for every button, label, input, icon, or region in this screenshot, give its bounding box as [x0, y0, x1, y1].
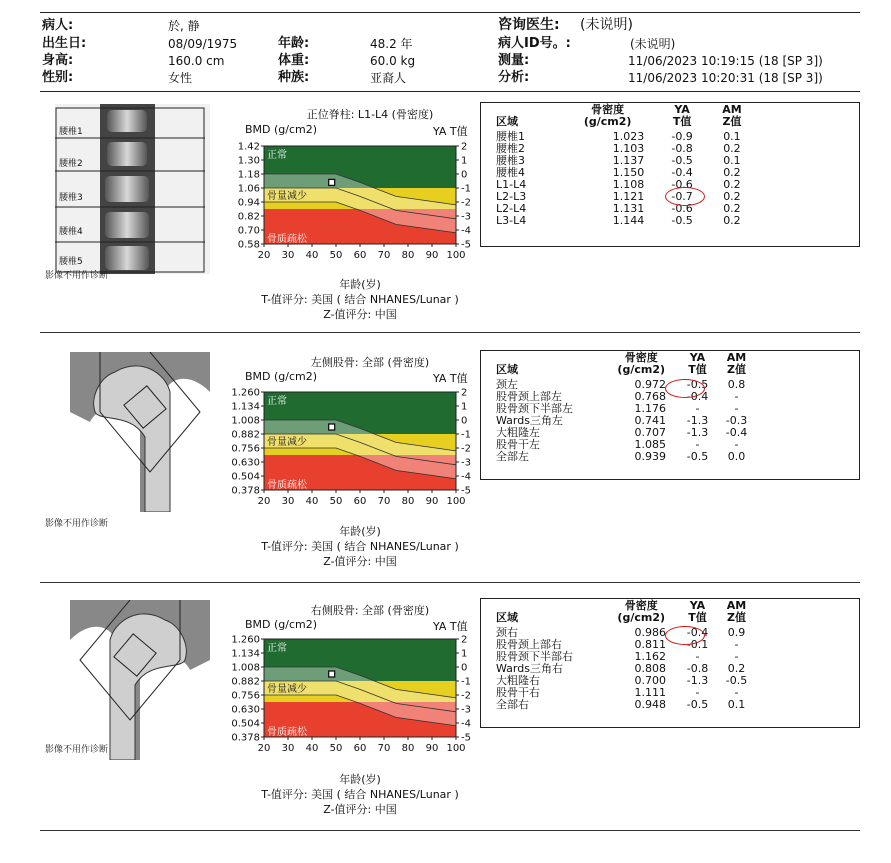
- table-cell: 颈左: [496, 378, 518, 391]
- table-cell: -0.3: [725, 414, 748, 427]
- table-cell: -0.8: [686, 662, 709, 675]
- column-header: 区域: [496, 115, 518, 128]
- patient-data-point: [329, 424, 335, 430]
- table-cell: 1.162: [634, 650, 666, 663]
- table-cell: -0.1: [686, 638, 709, 651]
- table-cell: 腰椎2: [496, 142, 525, 155]
- measured-label: 测量:: [498, 53, 530, 68]
- table-header-row: [492, 104, 756, 131]
- table-cell: 1.131: [612, 202, 645, 215]
- table-cell: -1.3: [686, 414, 709, 427]
- spine-scan-image: [55, 104, 210, 274]
- chart-title: 右侧股骨: 全部 (骨密度): [310, 604, 430, 617]
- x-tick-label: 60: [353, 250, 367, 261]
- table-cell: 腰椎4: [496, 166, 525, 179]
- results-table: [492, 104, 756, 227]
- y-tick-label: 0.504: [231, 718, 260, 730]
- zone-label-osteopenia: 骨量减少: [267, 684, 307, 695]
- z-score-reference: Z-值评分: 中国: [323, 555, 397, 568]
- y-tick-label: 0.504: [231, 471, 260, 483]
- measured-value: 11/06/2023 10:19:15 (18 [SP 3]): [628, 54, 823, 68]
- column-header: AM Z值: [722, 103, 742, 128]
- x-tick-label: 20: [257, 743, 271, 754]
- bmd-chart: [222, 386, 472, 516]
- z-score-reference: Z-值评分: 中国: [323, 803, 397, 816]
- bmd-axis-label: BMD (g/cm2): [245, 618, 318, 631]
- table-cell: -0.4: [686, 390, 709, 403]
- x-axis-label: 年龄(岁): [339, 773, 381, 786]
- y-tick-label: 1.30: [237, 155, 260, 167]
- highlight-circle: [665, 379, 705, 398]
- table-cell: 0.2: [723, 142, 741, 155]
- table-cell: 1.121: [612, 190, 645, 203]
- table-cell: -0.5: [671, 214, 693, 227]
- vertebra-label: 腰椎5: [59, 257, 83, 267]
- table-cell: -: [695, 650, 700, 663]
- table-cell: -: [695, 402, 700, 415]
- x-tick-label: 30: [281, 496, 295, 507]
- section-divider: [40, 582, 860, 583]
- t-tick-label: 2: [461, 387, 468, 399]
- table-cell: 股骨颈下半部左: [496, 402, 573, 415]
- x-tick-label: 50: [329, 250, 343, 261]
- y-tick-label: 0.882: [231, 676, 260, 688]
- t-tick-label: -5: [461, 732, 471, 744]
- table-cell: -0.5: [686, 698, 709, 711]
- table-cell: -0.5: [725, 674, 748, 687]
- t-tick-label: -4: [461, 225, 471, 237]
- x-tick-label: 80: [401, 743, 415, 754]
- patient-age: 48.2 年: [370, 37, 413, 51]
- zone-label-osteopenia: 骨量减少: [267, 191, 307, 202]
- t-axis-label: YA T值: [433, 372, 468, 385]
- column-header: YA T值: [672, 103, 692, 128]
- femur-scan-graphic: [70, 352, 210, 512]
- table-cell: L3-L4: [496, 214, 527, 227]
- t-tick-label: 1: [461, 401, 468, 413]
- t-tick-label: -1: [461, 676, 471, 688]
- age-label: 年龄:: [278, 36, 310, 51]
- t-tick-label: -1: [461, 183, 471, 195]
- table-cell: -0.9: [671, 130, 693, 143]
- table-cell: 颈右: [496, 626, 518, 639]
- vertebra-label: 腰椎2: [59, 159, 83, 169]
- table-cell: 0.2: [727, 662, 746, 675]
- femur-scan-graphic: [70, 600, 210, 760]
- table-cell: -: [734, 686, 739, 699]
- t-tick-label: 2: [461, 141, 468, 153]
- table-cell: 0.768: [634, 390, 666, 403]
- x-tick-label: 80: [401, 496, 415, 507]
- patient-weight: 60.0 kg: [370, 54, 416, 68]
- patient-data-point: [329, 179, 335, 185]
- table-cell: -0.6: [671, 178, 693, 191]
- y-tick-label: 1.260: [231, 387, 260, 399]
- t-score-reference: T-值评分: 美国 ( 结合 NHANES/Lunar ): [261, 788, 459, 801]
- table-cell: 1.103: [612, 142, 645, 155]
- table-cell: 1.144: [612, 214, 645, 227]
- table-row: [492, 215, 756, 227]
- table-cell: 1.085: [634, 438, 666, 451]
- table-row: [492, 451, 756, 463]
- zone-label-osteopenia: 骨量减少: [267, 437, 307, 448]
- chart-title: 正位脊柱: L1-L4 (骨密度): [306, 108, 434, 121]
- table-cell: 0.808: [634, 662, 666, 675]
- table-cell: 全部左: [496, 450, 529, 463]
- table-cell: 0.9: [727, 626, 746, 639]
- table-cell: 0.811: [634, 638, 666, 651]
- table-cell: 0.2: [723, 202, 741, 215]
- zone-label-osteoporosis: 骨质疏松: [267, 234, 307, 245]
- y-tick-label: 1.134: [231, 401, 260, 413]
- vertebra-label: 腰椎3: [59, 193, 83, 203]
- table-cell: 1.023: [612, 130, 645, 143]
- table-cell: 0.939: [634, 450, 666, 463]
- column-header: AM Z值: [726, 351, 747, 376]
- patient-header: [40, 12, 860, 92]
- t-tick-label: -5: [461, 485, 471, 497]
- x-tick-label: 60: [353, 743, 367, 754]
- y-tick-label: 1.18: [237, 169, 260, 181]
- x-tick-label: 60: [353, 496, 367, 507]
- doctor-value: (未说明): [580, 17, 633, 33]
- table-cell: L2-L3: [496, 190, 527, 203]
- x-tick-label: 90: [425, 743, 439, 754]
- column-header: 骨密度 (g/cm2): [617, 351, 666, 376]
- vertebra-label: 腰椎4: [59, 227, 83, 237]
- x-tick-label: 100: [446, 250, 466, 261]
- table-cell: 0.1: [723, 154, 741, 167]
- table-cell: -0.5: [686, 378, 709, 391]
- x-tick-label: 90: [425, 496, 439, 507]
- scan-caption: 影像不用作诊断: [45, 271, 109, 281]
- column-header: AM Z值: [726, 599, 747, 624]
- patient-name: 於, 静: [168, 19, 200, 33]
- t-tick-label: 0: [461, 415, 468, 427]
- column-header: 区域: [496, 363, 518, 376]
- t-tick-label: -3: [461, 704, 471, 716]
- table-cell: 0.707: [634, 426, 666, 439]
- column-header: YA T值: [688, 351, 707, 376]
- x-tick-label: 50: [329, 743, 343, 754]
- dob-label: 出生日:: [42, 36, 87, 51]
- x-tick-label: 30: [281, 743, 295, 754]
- table-cell: 0.2: [723, 190, 741, 203]
- t-score-reference: T-值评分: 美国 ( 结合 NHANES/Lunar ): [261, 540, 459, 553]
- scan-caption: 影像不用作诊断: [45, 745, 109, 755]
- x-tick-label: 20: [257, 250, 271, 261]
- x-tick-label: 70: [377, 743, 391, 754]
- table-cell: -0.6: [671, 202, 693, 215]
- x-tick-label: 40: [305, 496, 319, 507]
- y-tick-label: 0.378: [231, 485, 260, 497]
- y-tick-label: 1.008: [231, 662, 260, 674]
- table-cell: 0.972: [634, 378, 666, 391]
- t-tick-label: 0: [461, 662, 468, 674]
- table-cell: 腰椎3: [496, 154, 525, 167]
- table-cell: 0.948: [634, 698, 666, 711]
- column-header: 骨密度 (g/cm2): [583, 103, 632, 128]
- t-tick-label: 1: [461, 648, 468, 660]
- patient-race: 亚裔人: [370, 71, 407, 85]
- x-tick-label: 40: [305, 743, 319, 754]
- bmd-chart: [222, 140, 472, 270]
- patient-sex: 女性: [168, 71, 193, 85]
- name-label: 病人:: [42, 18, 74, 33]
- z-score-reference: Z-值评分: 中国: [323, 308, 397, 321]
- y-tick-label: 0.58: [237, 239, 260, 251]
- section-divider: [40, 830, 860, 831]
- column-header: YA T值: [688, 599, 707, 624]
- zone-label-osteoporosis: 骨质疏松: [267, 727, 307, 738]
- chart-title: 左侧股骨: 全部 (骨密度): [310, 356, 430, 369]
- table-cell: -: [734, 638, 739, 651]
- table-cell: -1.3: [686, 426, 709, 439]
- table-cell: 股骨颈下半部右: [496, 650, 573, 663]
- height-label: 身高:: [42, 53, 74, 68]
- y-tick-label: 0.630: [231, 457, 260, 469]
- t-score-reference: T-值评分: 美国 ( 结合 NHANES/Lunar ): [261, 293, 459, 306]
- sex-label: 性别:: [42, 70, 74, 85]
- x-tick-label: 100: [446, 496, 466, 507]
- t-tick-label: 1: [461, 155, 468, 167]
- table-cell: -: [734, 402, 739, 415]
- table-cell: L2-L4: [496, 202, 527, 215]
- x-tick-label: 40: [305, 250, 319, 261]
- zone-label-normal: 正常: [267, 396, 287, 407]
- x-tick-label: 80: [401, 250, 415, 261]
- t-tick-label: -5: [461, 239, 471, 251]
- table-cell: Wards三角左: [496, 414, 563, 427]
- y-tick-label: 0.756: [231, 690, 260, 702]
- table-cell: 0.741: [634, 414, 666, 427]
- zone-label-normal: 正常: [267, 150, 287, 161]
- y-tick-label: 1.06: [237, 183, 260, 195]
- table-cell: 1.150: [612, 166, 645, 179]
- x-tick-label: 30: [281, 250, 295, 261]
- x-tick-label: 100: [446, 743, 466, 754]
- table-cell: -: [695, 438, 700, 451]
- table-header-row: [492, 600, 756, 627]
- y-tick-label: 0.630: [231, 704, 260, 716]
- table-cell: 全部右: [496, 698, 529, 711]
- t-axis-label: YA T值: [433, 125, 468, 138]
- weight-label: 体重:: [278, 53, 310, 68]
- table-cell: 1.111: [634, 686, 666, 699]
- table-cell: -: [734, 438, 739, 451]
- table-cell: -0.4: [725, 426, 748, 439]
- table-cell: 0.2: [723, 214, 741, 227]
- y-tick-label: 0.70: [237, 225, 260, 237]
- table-row: [492, 699, 756, 711]
- x-tick-label: 70: [377, 496, 391, 507]
- y-tick-label: 1.008: [231, 415, 260, 427]
- table-cell: -: [695, 686, 700, 699]
- table-row: [492, 687, 756, 699]
- table-cell: Wards三角右: [496, 662, 563, 675]
- analyzed-value: 11/06/2023 10:20:31 (18 [SP 3]): [628, 71, 823, 85]
- results-table: [492, 600, 756, 711]
- t-tick-label: -2: [461, 690, 471, 702]
- patient-height: 160.0 cm: [168, 54, 225, 68]
- column-header: 区域: [496, 611, 518, 624]
- table-cell: 0.0: [727, 450, 746, 463]
- table-cell: 0.986: [634, 626, 666, 639]
- y-tick-label: 0.756: [231, 443, 260, 455]
- x-tick-label: 20: [257, 496, 271, 507]
- results-table: [492, 352, 756, 463]
- table-cell: 股骨干右: [496, 686, 540, 699]
- t-tick-label: -3: [461, 457, 471, 469]
- t-tick-label: -2: [461, 197, 471, 209]
- x-axis-label: 年龄(岁): [339, 278, 381, 291]
- patient-id: (未说明): [630, 37, 676, 51]
- t-tick-label: -4: [461, 471, 471, 483]
- x-tick-label: 90: [425, 250, 439, 261]
- patient-dob: 08/09/1975: [168, 37, 238, 51]
- table-cell: 0.2: [723, 166, 741, 179]
- table-cell: 1.108: [612, 178, 645, 191]
- patient-id-label: 病人ID号。:: [498, 36, 571, 51]
- t-tick-label: 2: [461, 634, 468, 646]
- table-cell: -1.3: [686, 674, 709, 687]
- table-row: [492, 439, 756, 451]
- table-cell: -0.8: [671, 142, 693, 155]
- y-tick-label: 0.882: [231, 429, 260, 441]
- table-cell: 0.1: [727, 698, 746, 711]
- y-tick-label: 1.42: [237, 141, 260, 153]
- t-tick-label: -3: [461, 211, 471, 223]
- patient-data-point: [329, 671, 335, 677]
- table-cell: 0.8: [727, 378, 746, 391]
- t-tick-label: 0: [461, 169, 468, 181]
- t-tick-label: -2: [461, 443, 471, 455]
- column-header: 骨密度 (g/cm2): [617, 599, 666, 624]
- right-femur-scan-image: [70, 600, 210, 760]
- table-cell: -: [734, 650, 739, 663]
- table-cell: -0.4: [671, 166, 693, 179]
- t-axis-label: YA T值: [433, 620, 468, 633]
- t-tick-label: -1: [461, 429, 471, 441]
- table-cell: -0.4: [686, 626, 709, 639]
- vertebra-label: 腰椎1: [59, 127, 83, 137]
- table-cell: L1-L4: [496, 178, 527, 191]
- y-tick-label: 0.378: [231, 732, 260, 744]
- zone-label-normal: 正常: [267, 643, 287, 654]
- table-cell: 1.176: [634, 402, 666, 415]
- table-cell: -: [734, 390, 739, 403]
- bmd-axis-label: BMD (g/cm2): [245, 123, 318, 136]
- analyzed-label: 分析:: [498, 70, 530, 85]
- highlight-circle: [665, 626, 705, 645]
- race-label: 种族:: [278, 70, 310, 85]
- x-tick-label: 50: [329, 496, 343, 507]
- table-cell: 股骨颈上部左: [496, 390, 562, 403]
- table-cell: 股骨颈上部右: [496, 638, 562, 651]
- table-cell: 1.137: [612, 154, 645, 167]
- section-divider: [40, 332, 860, 333]
- highlight-circle: [665, 187, 705, 206]
- zone-label-osteoporosis: 骨质疏松: [267, 480, 307, 491]
- table-header-row: [492, 352, 756, 379]
- bmd-axis-label: BMD (g/cm2): [245, 370, 318, 383]
- doctor-label: 咨询医生:: [498, 17, 560, 33]
- scan-caption: 影像不用作诊断: [45, 519, 109, 529]
- table-cell: 0.2: [723, 178, 741, 191]
- y-tick-label: 1.260: [231, 634, 260, 646]
- table-cell: 0.700: [634, 674, 666, 687]
- x-tick-label: 70: [377, 250, 391, 261]
- y-tick-label: 0.94: [237, 197, 260, 209]
- left-femur-scan-image: [70, 352, 210, 512]
- table-cell: -0.5: [686, 450, 709, 463]
- table-cell: 腰椎1: [496, 130, 525, 143]
- table-cell: 0.1: [723, 130, 741, 143]
- t-tick-label: -4: [461, 718, 471, 730]
- y-tick-label: 0.82: [237, 211, 260, 223]
- table-cell: 股骨干左: [496, 438, 540, 451]
- y-tick-label: 1.134: [231, 648, 260, 660]
- x-axis-label: 年龄(岁): [339, 525, 381, 538]
- bmd-chart: [222, 633, 472, 763]
- table-cell: 大粗隆右: [496, 674, 540, 687]
- table-cell: -0.5: [671, 154, 693, 167]
- table-cell: 大粗隆左: [496, 426, 540, 439]
- table-cell: -0.7: [671, 190, 693, 203]
